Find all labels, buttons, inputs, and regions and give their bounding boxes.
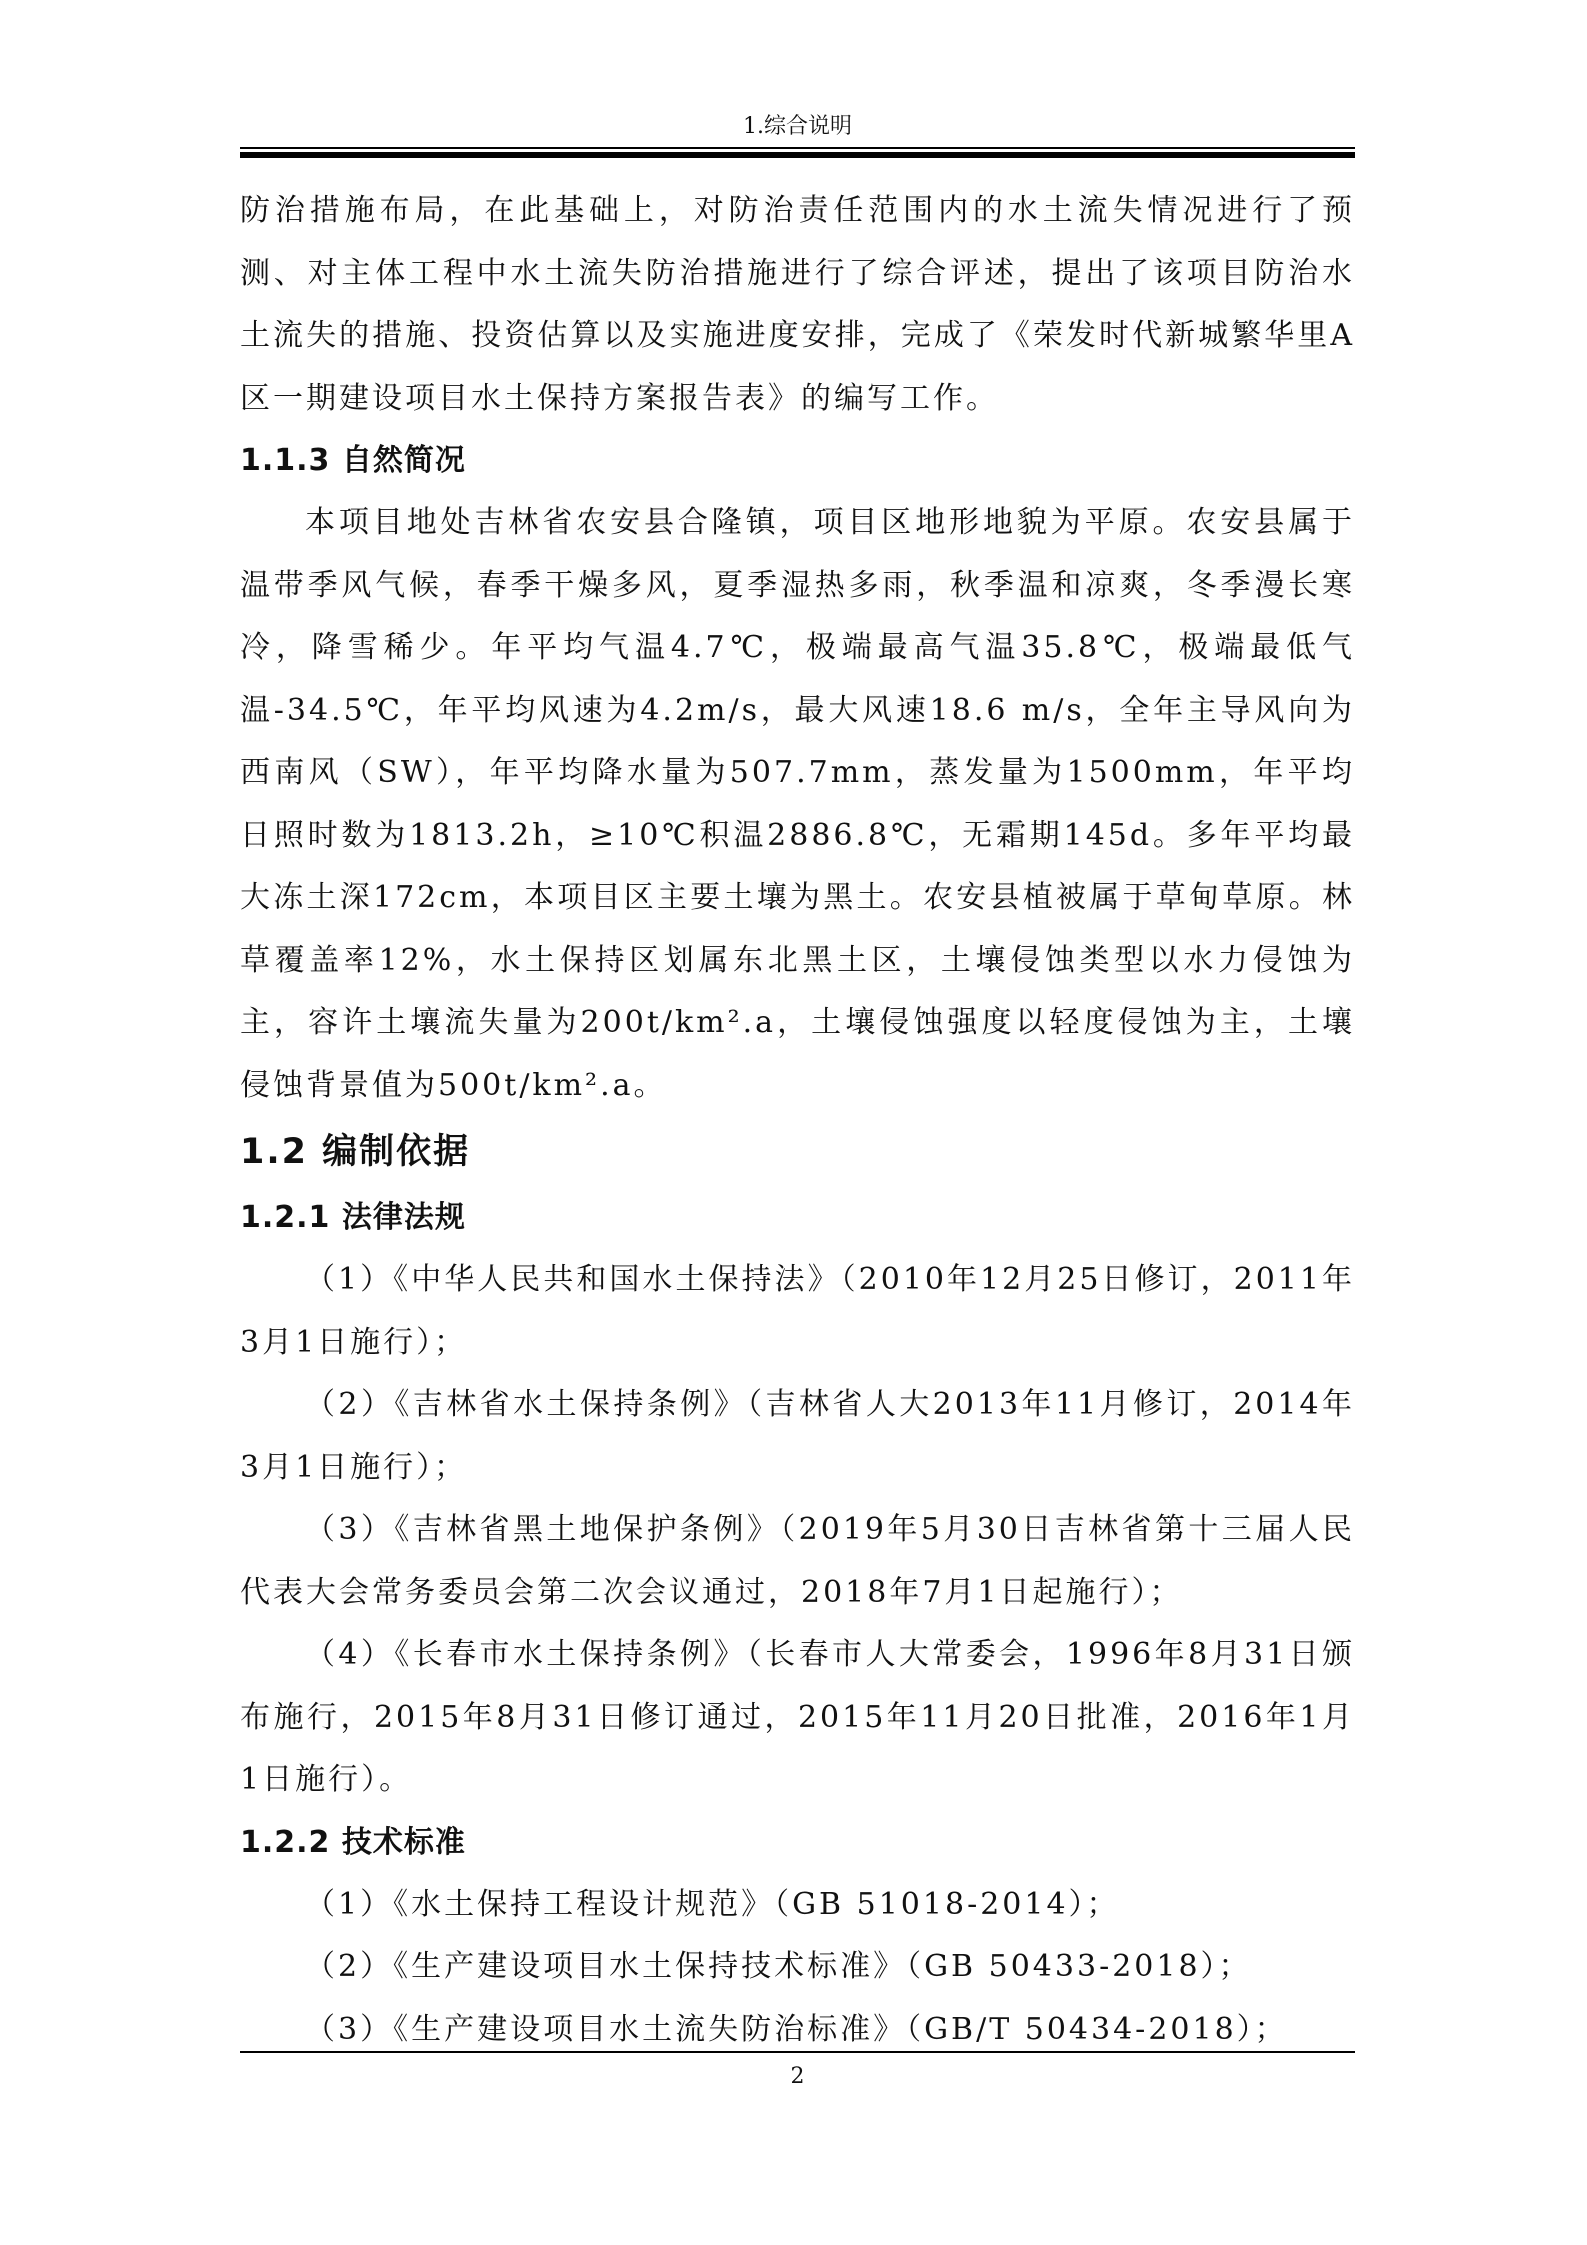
standard-item: （1）《水土保持工程设计规范》（GB 51018-2014）； xyxy=(305,1886,1120,1922)
heading-1-2-2: 1.2.2 技术标准 xyxy=(240,1824,466,1860)
standard-item: （3）《生产建设项目水土流失防治标准》（GB/T 50434-2018）； xyxy=(305,2011,1288,2047)
header-rule-thick xyxy=(240,152,1355,158)
header-rule-thin xyxy=(240,147,1355,149)
heading-1-1-3: 1.1.3 自然简况 xyxy=(240,443,466,478)
law-item: （2）《吉林省水土保持条例》（吉林省人大2013年11月修订，2014年3月1日施行）； xyxy=(240,1387,1355,1485)
running-header: 1.综合说明 xyxy=(743,114,852,139)
page-content xyxy=(240,180,1355,2061)
law-item: （4）《长春市水土保持条例》（长春市人大常委会，1996年8月31日颁布施行，2015年8月31日修订通过，2015年11月20日批准，2016年1月1日施行）。 xyxy=(240,1637,1355,1797)
continued-paragraph: 防治措施布局，在此基础上，对防治责任范围内的水土流失情况进行了预测、对主体工程中水土流失防治措施进行了综合评述，提出了该项目防治水土流失的措施、投资估算以及实施进度安排，完成了《荣发时代新城繁华里A区一期建设项目水土保持方案报告表》的编写工作。 xyxy=(240,193,1355,416)
heading-1-2-1: 1.2.1 法律法规 xyxy=(240,1200,466,1235)
heading-1-2: 1.2 编制依据 xyxy=(240,1132,471,1172)
law-item: （3）《吉林省黑土地保护条例》（2019年5月30日吉林省第十三届人民代表大会常务委员会第二次会议通过，2018年7月1日起施行）； xyxy=(240,1512,1355,1610)
natural-conditions-paragraph: 本项目地处吉林省农安县合隆镇，项目区地形地貌为平原。农安县属于温带季风气候，春季干燥多风，夏季湿热多雨，秋季温和凉爽，冬季漫长寒冷，降雪稀少。年平均气温4.7℃，极端最高气温35.8℃，极端最低气温-34.5℃，年平均风速为4.2m/s，最大风速18.6 m/s，全年主导风向为西南风（SW），年平均降水量为507.7mm，蒸发量为1500mm，年平均日照时数为1813.2h，≥10℃积温2886.8℃，无霜期145d。多年平均最大冻土深172cm，本项目区主要土壤为黑土。农安县植被属于草甸草原。林草覆盖率12%，水土保持区划属东北黑土区，土壤侵蚀类型以水力侵蚀为主，容许土壤流失量为200t/km².a，土壤侵蚀强度以轻度侵蚀为主，土壤侵蚀背景值为500t/km².a。 xyxy=(240,505,1355,1103)
footer-rule xyxy=(240,2051,1355,2053)
law-item: （1）《中华人民共和国水土保持法》（2010年12月25日修订，2011年3月1日施行）； xyxy=(240,1262,1355,1360)
standard-item: （2）《生产建设项目水土保持技术标准》（GB 50433-2018）； xyxy=(305,1949,1252,1984)
page-number: 2 xyxy=(790,2064,805,2089)
